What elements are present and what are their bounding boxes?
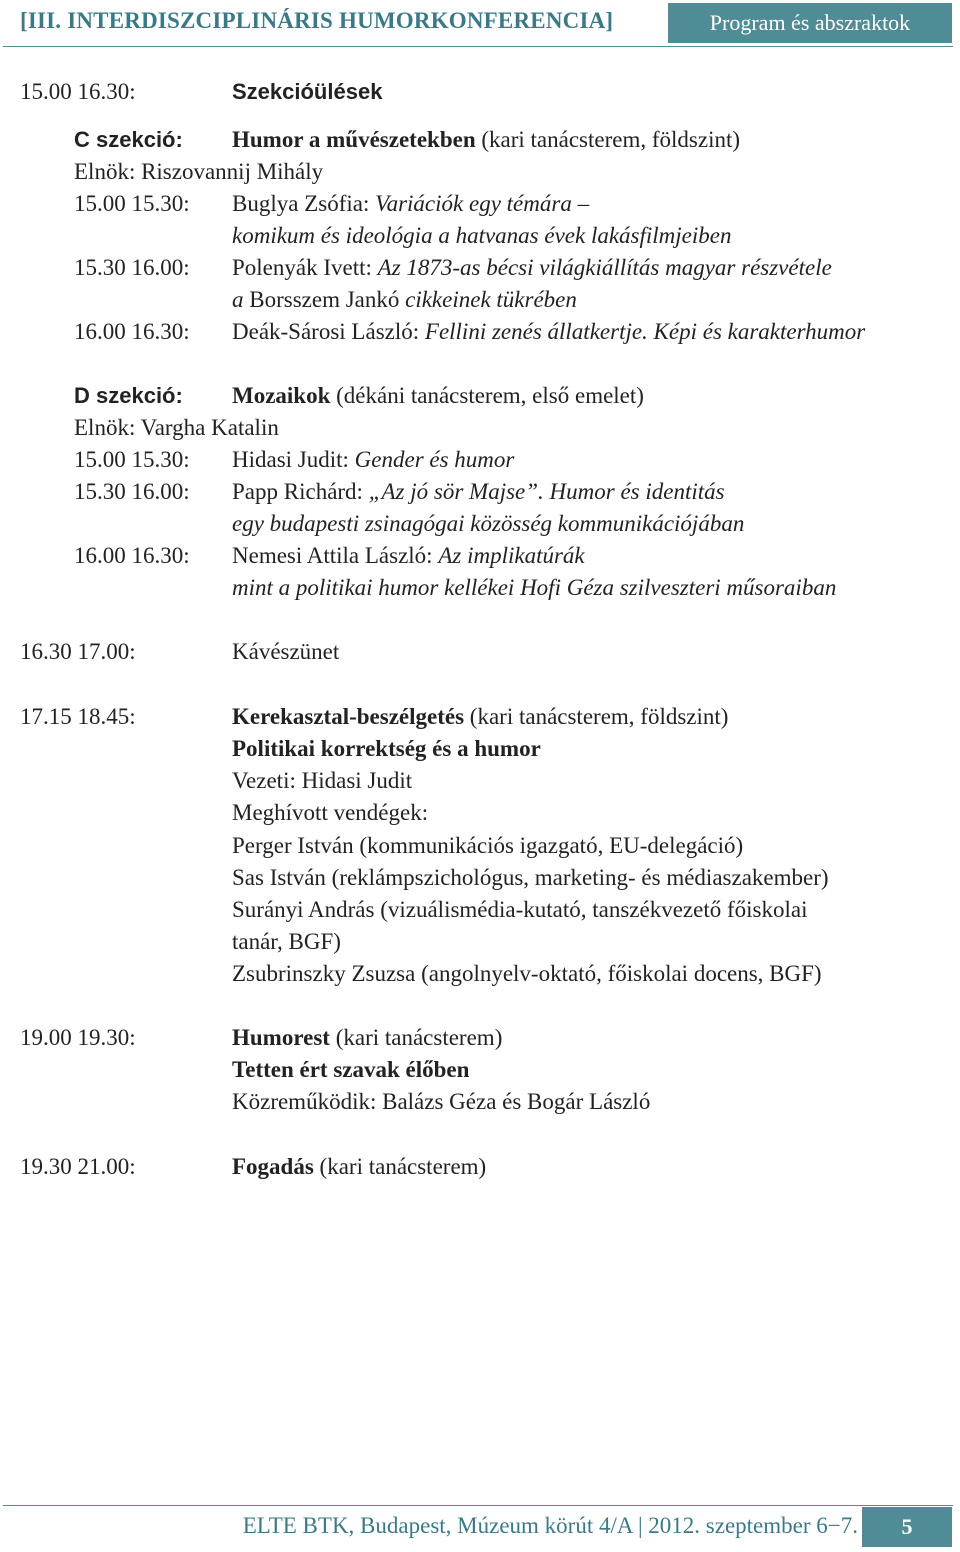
header-divider bbox=[3, 46, 953, 47]
talk-title: Fellini zenés állatkertje. Képi és karakterhumor bbox=[424, 319, 866, 344]
section-d-location: (dékáni tanácsterem, első emelet) bbox=[330, 383, 644, 408]
session-time: 15.00 16.30: bbox=[20, 79, 136, 104]
talk-time: 15.30 16.00: bbox=[74, 479, 190, 504]
humorest-time: 19.00 19.30: bbox=[20, 1025, 136, 1050]
talk-line bbox=[232, 476, 725, 508]
roundtable-subtitle: Politikai korrektség és a humor bbox=[232, 736, 541, 761]
section-c-title: Humor a művészetekben bbox=[232, 127, 476, 152]
talk-title-cont: komikum és ideológia a hatvanas évek lakásfilmjeiben bbox=[232, 223, 732, 248]
talk-title-pre: a bbox=[232, 287, 250, 312]
talk-title: Variációk egy témára – bbox=[375, 191, 590, 216]
talk-title-post: cikkeinek tükrében bbox=[399, 287, 577, 312]
session-title: Szekcióülések bbox=[232, 79, 383, 104]
talk-line bbox=[232, 540, 585, 572]
talk-title: Az implikatúrák bbox=[438, 543, 585, 568]
roundtable-host: Vezeti: Hidasi Judit bbox=[232, 768, 413, 793]
humorest-subtitle: Tetten ért szavak élőben bbox=[232, 1057, 470, 1082]
talk-title: „Az jó sör Majse”. Humor és identitás bbox=[368, 479, 725, 504]
talk-title: Gender és humor bbox=[354, 447, 515, 472]
humorest-performers: Közreműködik: Balázs Géza és Bogár László bbox=[232, 1089, 651, 1114]
roundtable-heading bbox=[232, 701, 728, 733]
header-title: [III. INTERDISZCIPLINÁRIS HUMORKONFERENCIA] bbox=[20, 8, 614, 33]
guest-line: Perger István (kommunikációs igazgató, EU-delegáció) bbox=[232, 833, 744, 858]
talk-line bbox=[232, 252, 832, 284]
roundtable-time: 17.15 18.45: bbox=[20, 704, 136, 729]
reception-heading bbox=[232, 1151, 486, 1183]
talk-title-plain: Borsszem Jankó bbox=[249, 287, 400, 312]
coffee-title: Kávészünet bbox=[232, 639, 340, 664]
coffee-time: 16.30 17.00: bbox=[20, 639, 136, 664]
guest-line: Sas István (reklámpszichológus, marketing- és médiaszakember) bbox=[232, 865, 829, 890]
footer-divider bbox=[3, 1505, 953, 1506]
talk-title-cont bbox=[232, 284, 577, 316]
footer-text: ELTE BTK, Budapest, Múzeum körút 4/A | 2012. szeptember 6−7. bbox=[242, 1513, 858, 1538]
talk-title-cont: egy budapesti zsinagógai közösség kommunikációjában bbox=[232, 511, 745, 536]
talk-title: Az 1873-as bécsi világkiállítás magyar részvétele bbox=[377, 255, 832, 280]
talk-time: 15.00 15.30: bbox=[74, 191, 190, 216]
section-d-label: D szekció: bbox=[74, 383, 183, 408]
talk-author: Hidasi Judit: bbox=[232, 447, 355, 472]
roundtable-guests-label: Meghívott vendégek: bbox=[232, 800, 429, 825]
reception-title: Fogadás bbox=[232, 1154, 314, 1179]
talk-time: 16.00 16.30: bbox=[74, 543, 190, 568]
guest-line: tanár, BGF) bbox=[232, 929, 341, 954]
reception-location: (kari tanácsterem) bbox=[313, 1154, 487, 1179]
reception-time: 19.30 21.00: bbox=[20, 1154, 136, 1179]
section-d-heading bbox=[232, 380, 644, 412]
guest-line: Surányi András (vizuálismédia-kutató, tanszékvezető főiskolai bbox=[232, 897, 808, 922]
guest-line: Zsubrinszky Zsuzsa (angolnyelv-oktató, főiskolai docens, BGF) bbox=[232, 961, 822, 986]
talk-author: Buglya Zsófia: bbox=[232, 191, 376, 216]
talk-time: 15.00 15.30: bbox=[74, 447, 190, 472]
talk-line bbox=[232, 188, 589, 220]
header-section-label: Program és abszraktok bbox=[668, 3, 952, 43]
section-c-heading bbox=[232, 124, 740, 156]
talk-author: Polenyák Ivett: bbox=[232, 255, 378, 280]
talk-author: Nemesi Attila László: bbox=[232, 543, 439, 568]
talk-time: 16.00 16.30: bbox=[74, 319, 190, 344]
page-number: 5 bbox=[862, 1507, 952, 1547]
roundtable-location: (kari tanácsterem, földszint) bbox=[464, 704, 729, 729]
talk-author: Papp Richárd: bbox=[232, 479, 369, 504]
talk-line bbox=[232, 316, 865, 348]
section-c-location: (kari tanácsterem, földszint) bbox=[475, 127, 741, 152]
talk-title-cont: mint a politikai humor kellékei Hofi Géza szilveszteri műsoraiban bbox=[232, 575, 837, 600]
section-d-chair: Elnök: Vargha Katalin bbox=[74, 415, 279, 440]
roundtable-title: Kerekasztal-beszélgetés bbox=[232, 704, 465, 729]
section-c-chair: Elnök: Riszovannij Mihály bbox=[74, 159, 324, 184]
talk-time: 15.30 16.00: bbox=[74, 255, 190, 280]
talk-author: Deák-Sárosi László: bbox=[232, 319, 425, 344]
talk-line bbox=[232, 444, 514, 476]
section-c-label: C szekció: bbox=[74, 127, 183, 152]
section-d-title: Mozaikok bbox=[232, 383, 331, 408]
humorest-title: Humorest bbox=[232, 1025, 330, 1050]
humorest-heading bbox=[232, 1022, 502, 1054]
humorest-location: (kari tanácsterem) bbox=[329, 1025, 503, 1050]
